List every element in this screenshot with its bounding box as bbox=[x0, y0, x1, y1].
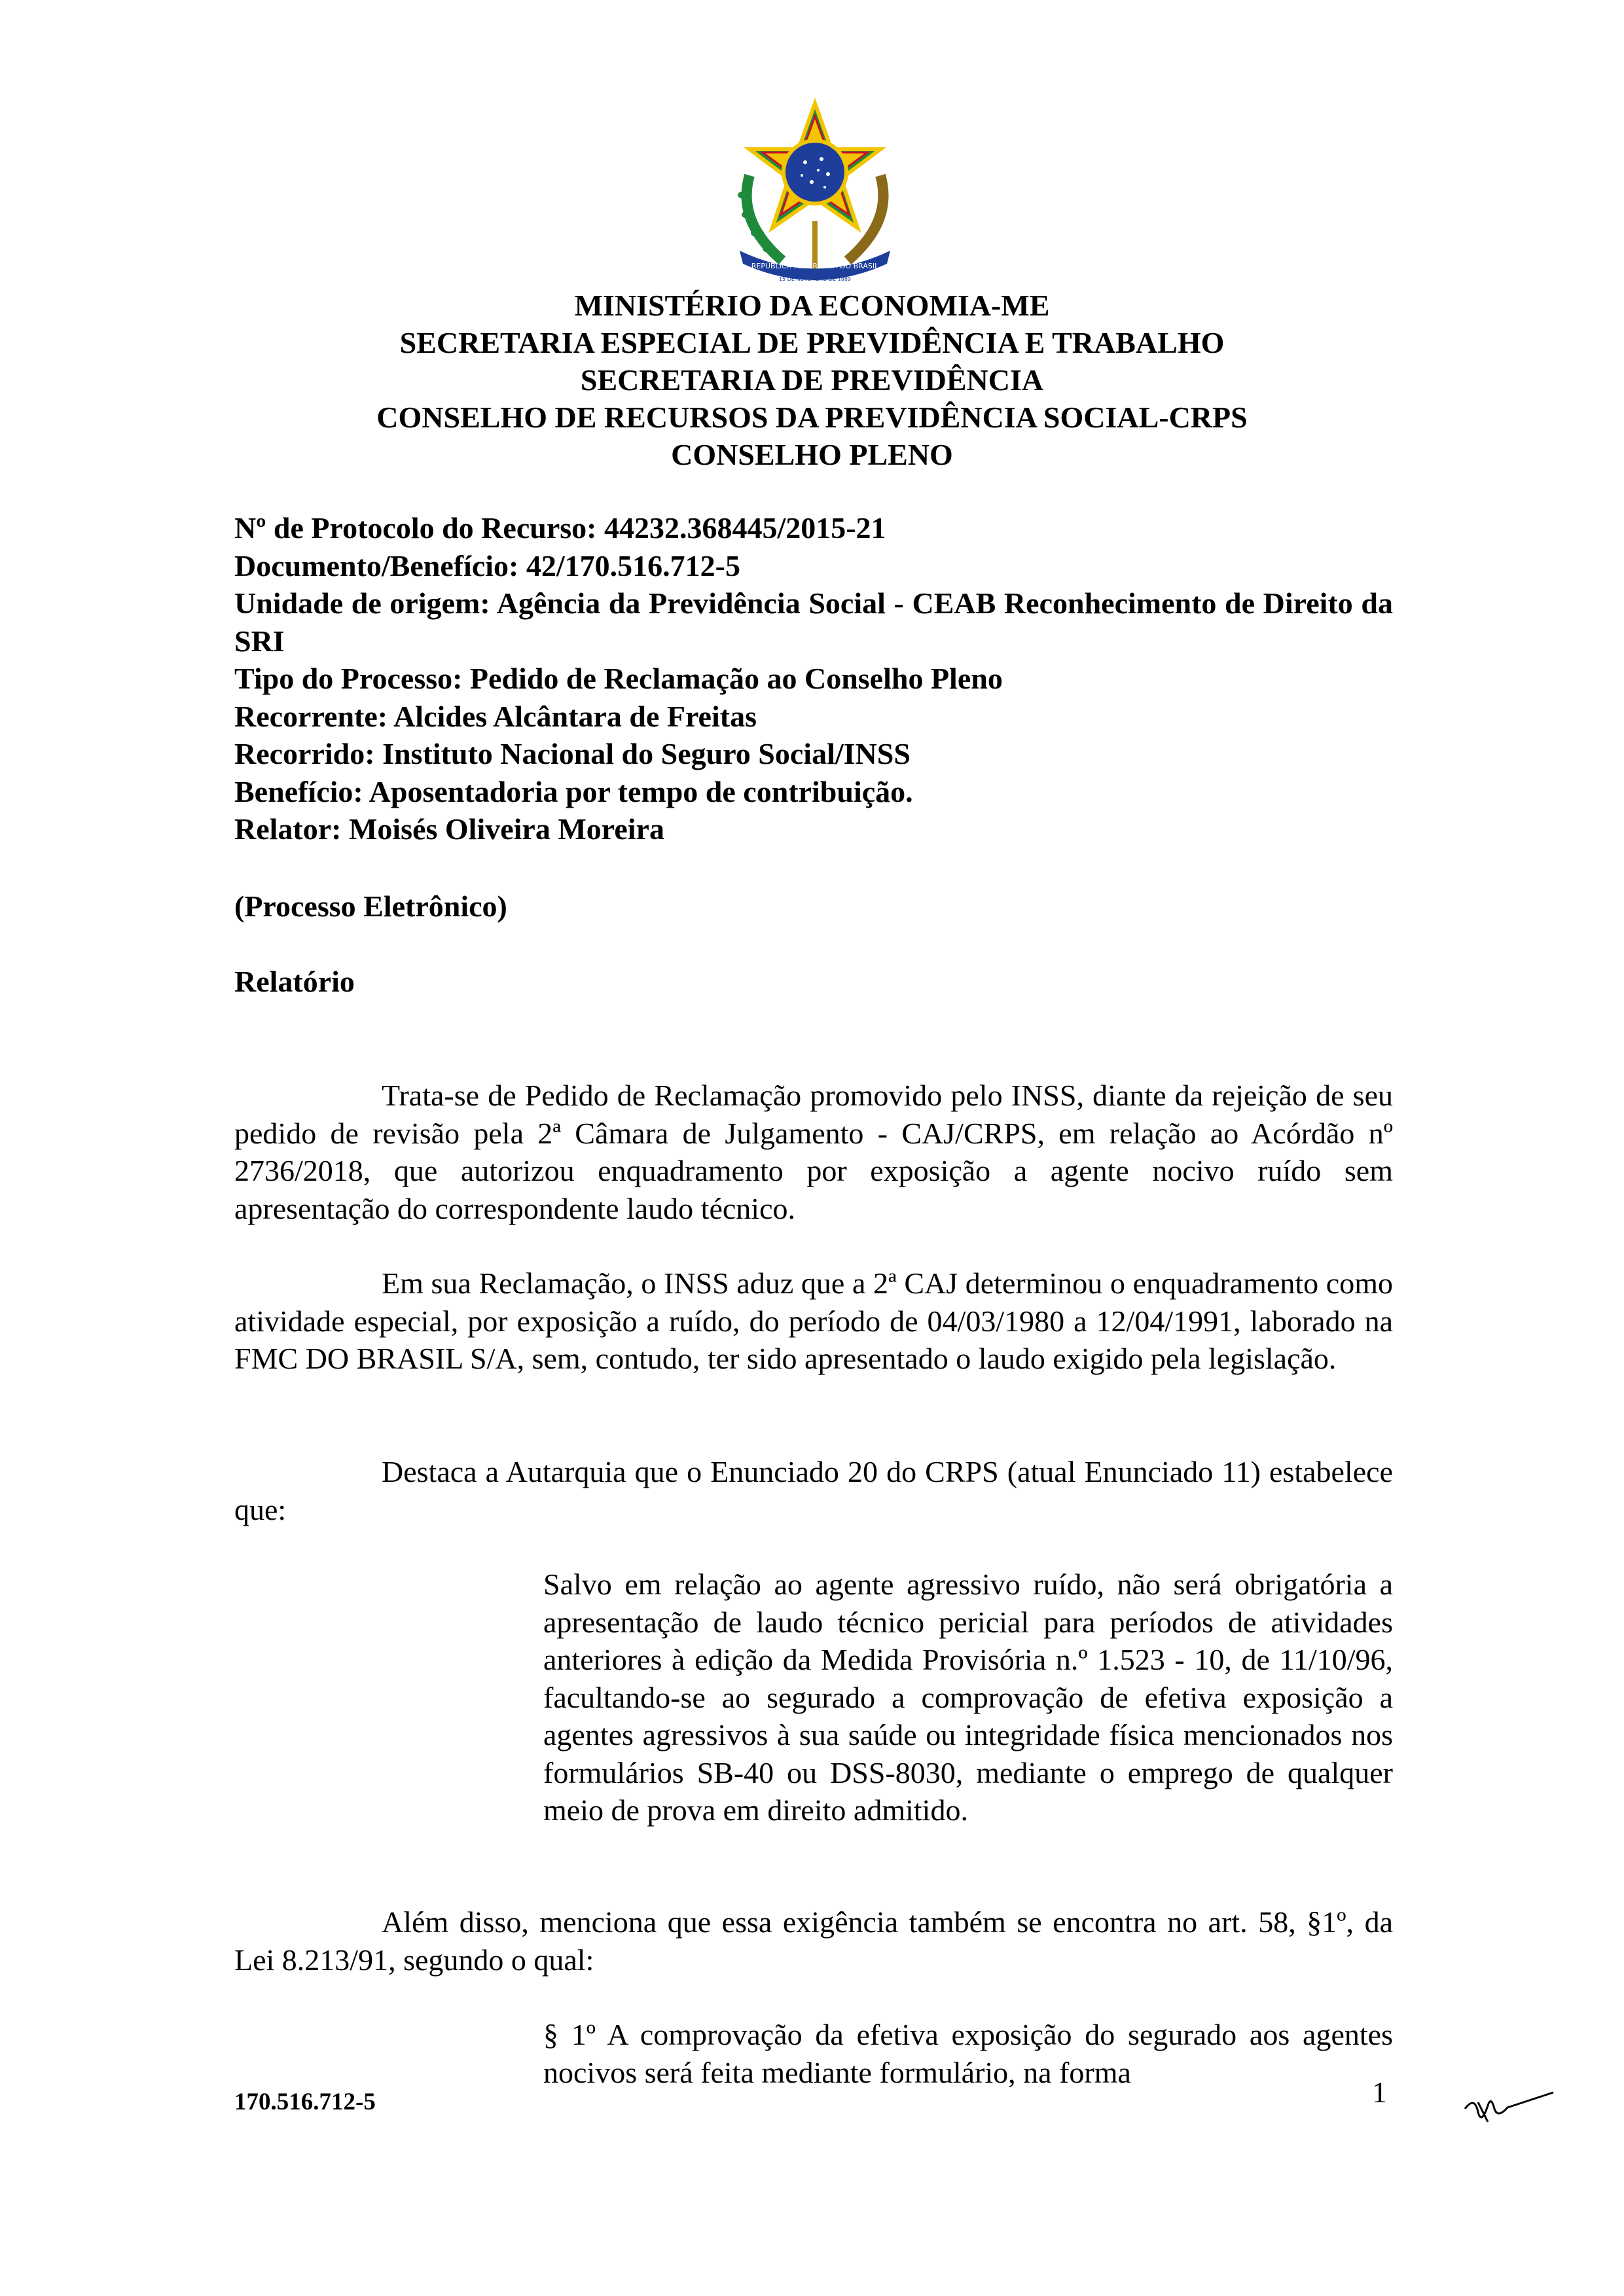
page-number: 1 bbox=[1372, 2075, 1387, 2109]
benefit-type: Benefício: Aposentadoria por tempo de contribuição. bbox=[234, 774, 913, 808]
quote-enunciado: Salvo em relação ao agente agressivo ruído, não será obrigatória a apresentação de laudo técnico pericial para períodos de atividades anteriores à edição da Medida Provisória n.º 1.523 - 10, de 11/10/96, facultando-se ao segurado a comprovação de efetiva exposição a agentes agressivos à sua saúde ou integridade física mencionados nos formulários SB-40 ou DSS-8030, mediante o emprego de qualquer meio de prova em direito admitido. bbox=[543, 1568, 1393, 1827]
header-plenary: CONSELHO PLENO bbox=[671, 438, 953, 471]
coat-of-arms-emblem bbox=[723, 97, 907, 287]
process-label: (Processo Eletrônico) bbox=[234, 889, 507, 923]
emblem-date-text: 15 DE NOVEMBRO DE 1889 bbox=[778, 276, 852, 282]
paragraph-3: Destaca a Autarquia que o Enunciado 20 do CRPS (atual Enunciado 11) estabelece que: bbox=[234, 1455, 1393, 1526]
header-council: CONSELHO DE RECURSOS DA PREVIDÊNCIA SOCIAL-CRPS bbox=[376, 401, 1248, 434]
document-benefit: Documento/Benefício: 42/170.516.712-5 bbox=[234, 548, 740, 583]
header-secretariat: SECRETARIA DE PREVIDÊNCIA bbox=[580, 363, 1044, 397]
quote-lei: § 1º A comprovação da efetiva exposição do segurado aos agentes nocivos será feita mediante formulário, na forma bbox=[543, 2018, 1393, 2089]
paragraph-4: Além disso, menciona que essa exigência também se encontra no art. 58, §1º, da Lei 8.213/91, segundo o qual: bbox=[234, 1905, 1393, 1977]
paragraph-1: Trata-se de Pedido de Reclamação promovido pelo INSS, diante da rejeição de seu pedido de revisão pela 2ª Câmara de Julgamento - CAJ/CRPS, em relação ao Acórdão nº 2736/2018, que autorizou enquadramento por exposição a agente nocivo ruído sem apresentação do correspondente laudo técnico. bbox=[234, 1079, 1393, 1225]
protocol-number: Nº de Protocolo do Recurso: 44232.368445/2015-21 bbox=[234, 511, 886, 545]
signature-mark bbox=[1458, 2083, 1557, 2128]
origin-unit: Unidade de origem: Agência da Previdência Social - CEAB Reconhecimento de Direito da SRI bbox=[234, 586, 1393, 658]
footer-document-id: 170.516.712-5 bbox=[234, 2089, 376, 2115]
appellee: Recorrido: Instituto Nacional do Seguro Social/INSS bbox=[234, 737, 911, 770]
process-type: Tipo do Processo: Pedido de Reclamação ao Conselho Pleno bbox=[234, 662, 1003, 695]
case-metadata bbox=[234, 509, 1393, 848]
document-header bbox=[131, 287, 1493, 473]
paragraph-2: Em sua Reclamação, o INSS aduz que a 2ª CAJ determinou o enquadramento como atividade especial, por exposição a ruído, do período de 04/03/1980 a 12/04/1991, laborado na FMC DO BRASIL S/A, sem, contudo, ter sido apresentado o laudo exigido pela legislação. bbox=[234, 1266, 1393, 1375]
appellant: Recorrente: Alcides Alcântara de Freitas bbox=[234, 699, 757, 733]
header-ministry: MINISTÉRIO DA ECONOMIA-ME bbox=[574, 289, 1050, 322]
emblem-scroll-text: REPÚBLICA FEDERATIVA DO BRASIL bbox=[751, 262, 879, 270]
rapporteur: Relator: Moisés Oliveira Moreira bbox=[234, 812, 664, 846]
header-special-secretariat: SECRETARIA ESPECIAL DE PREVIDÊNCIA E TRABALHO bbox=[399, 326, 1225, 359]
section-title: Relatório bbox=[234, 965, 355, 998]
